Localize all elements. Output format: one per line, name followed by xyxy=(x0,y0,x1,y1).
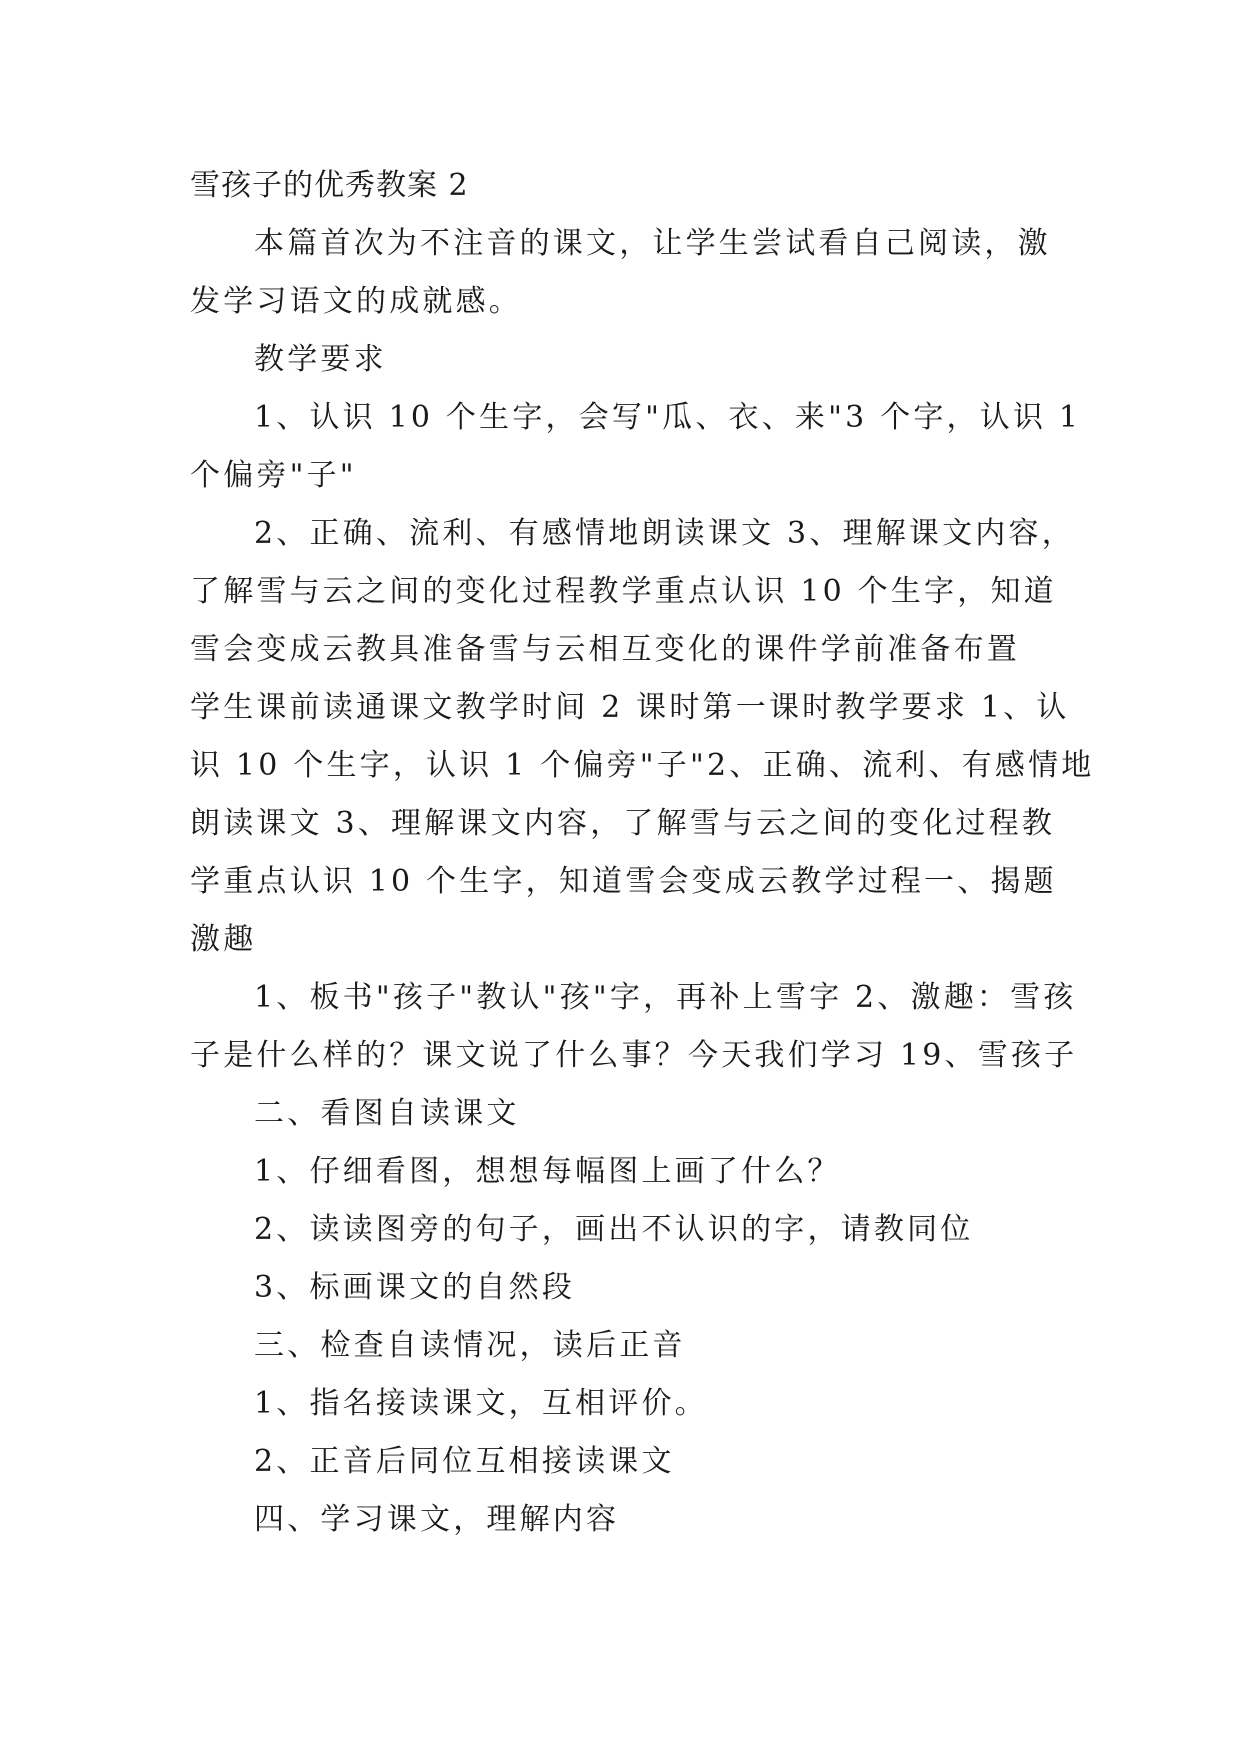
paragraph-line: 2、正确、流利、有感情地朗读课文 3、理解课文内容， xyxy=(254,516,1075,551)
section-heading: 三、检查自读情况，读后正音 xyxy=(254,1328,686,1363)
paragraph-line: 子是什么样的？课文说了什么事？今天我们学习 19、雪孩子 xyxy=(190,1038,1078,1073)
paragraph-line: 发学习语文的成就感。 xyxy=(190,284,522,319)
list-item: 1、仔细看图，想想每幅图上画了什么？ xyxy=(254,1154,841,1189)
paragraph-line: 雪会变成云教具准备雪与云相互变化的课件学前准备布置 xyxy=(190,632,1020,667)
section-heading: 二、看图自读课文 xyxy=(254,1096,520,1131)
list-item: 1、指名接读课文，互相评价。 xyxy=(254,1386,708,1421)
paragraph-line: 学重点认识 10 个生字，知道雪会变成云教学过程一、揭题 xyxy=(190,864,1057,899)
document-body xyxy=(190,157,1095,1549)
paragraph-line: 朗读课文 3、理解课文内容，了解雪与云之间的变化过程教 xyxy=(190,806,1056,841)
list-item: 3、标画课文的自然段 xyxy=(254,1270,576,1305)
paragraph-line: 1、认识 10 个生字，会写"瓜、衣、来"3 个字，认识 1 xyxy=(254,400,1082,435)
section-heading: 四、学习课文，理解内容 xyxy=(254,1502,620,1537)
list-item: 2、读读图旁的句子，画出不认识的字，请教同位 xyxy=(254,1212,974,1247)
paragraph-line: 了解雪与云之间的变化过程教学重点认识 10 个生字，知道 xyxy=(190,574,1057,609)
paragraph-line: 激趣 xyxy=(190,922,257,957)
paragraph-line: 个偏旁"子" xyxy=(190,458,357,493)
paragraph-line: 识 10 个生字，认识 1 个偏旁"子"2、正确、流利、有感情地 xyxy=(190,748,1095,783)
paragraph-line: 本篇首次为不注音的课文，让学生尝试看自己阅读，激 xyxy=(254,226,1051,261)
document-title: 雪孩子的优秀教案 2 xyxy=(190,168,469,203)
list-item: 2、正音后同位互相接读课文 xyxy=(254,1444,675,1479)
paragraph-line: 学生课前读通课文教学时间 2 课时第一课时教学要求 1、认 xyxy=(190,690,1070,725)
paragraph-line: 1、板书"孩子"教认"孩"字，再补上雪字 2、激趣：雪孩 xyxy=(254,980,1077,1015)
section-heading: 教学要求 xyxy=(254,342,387,377)
